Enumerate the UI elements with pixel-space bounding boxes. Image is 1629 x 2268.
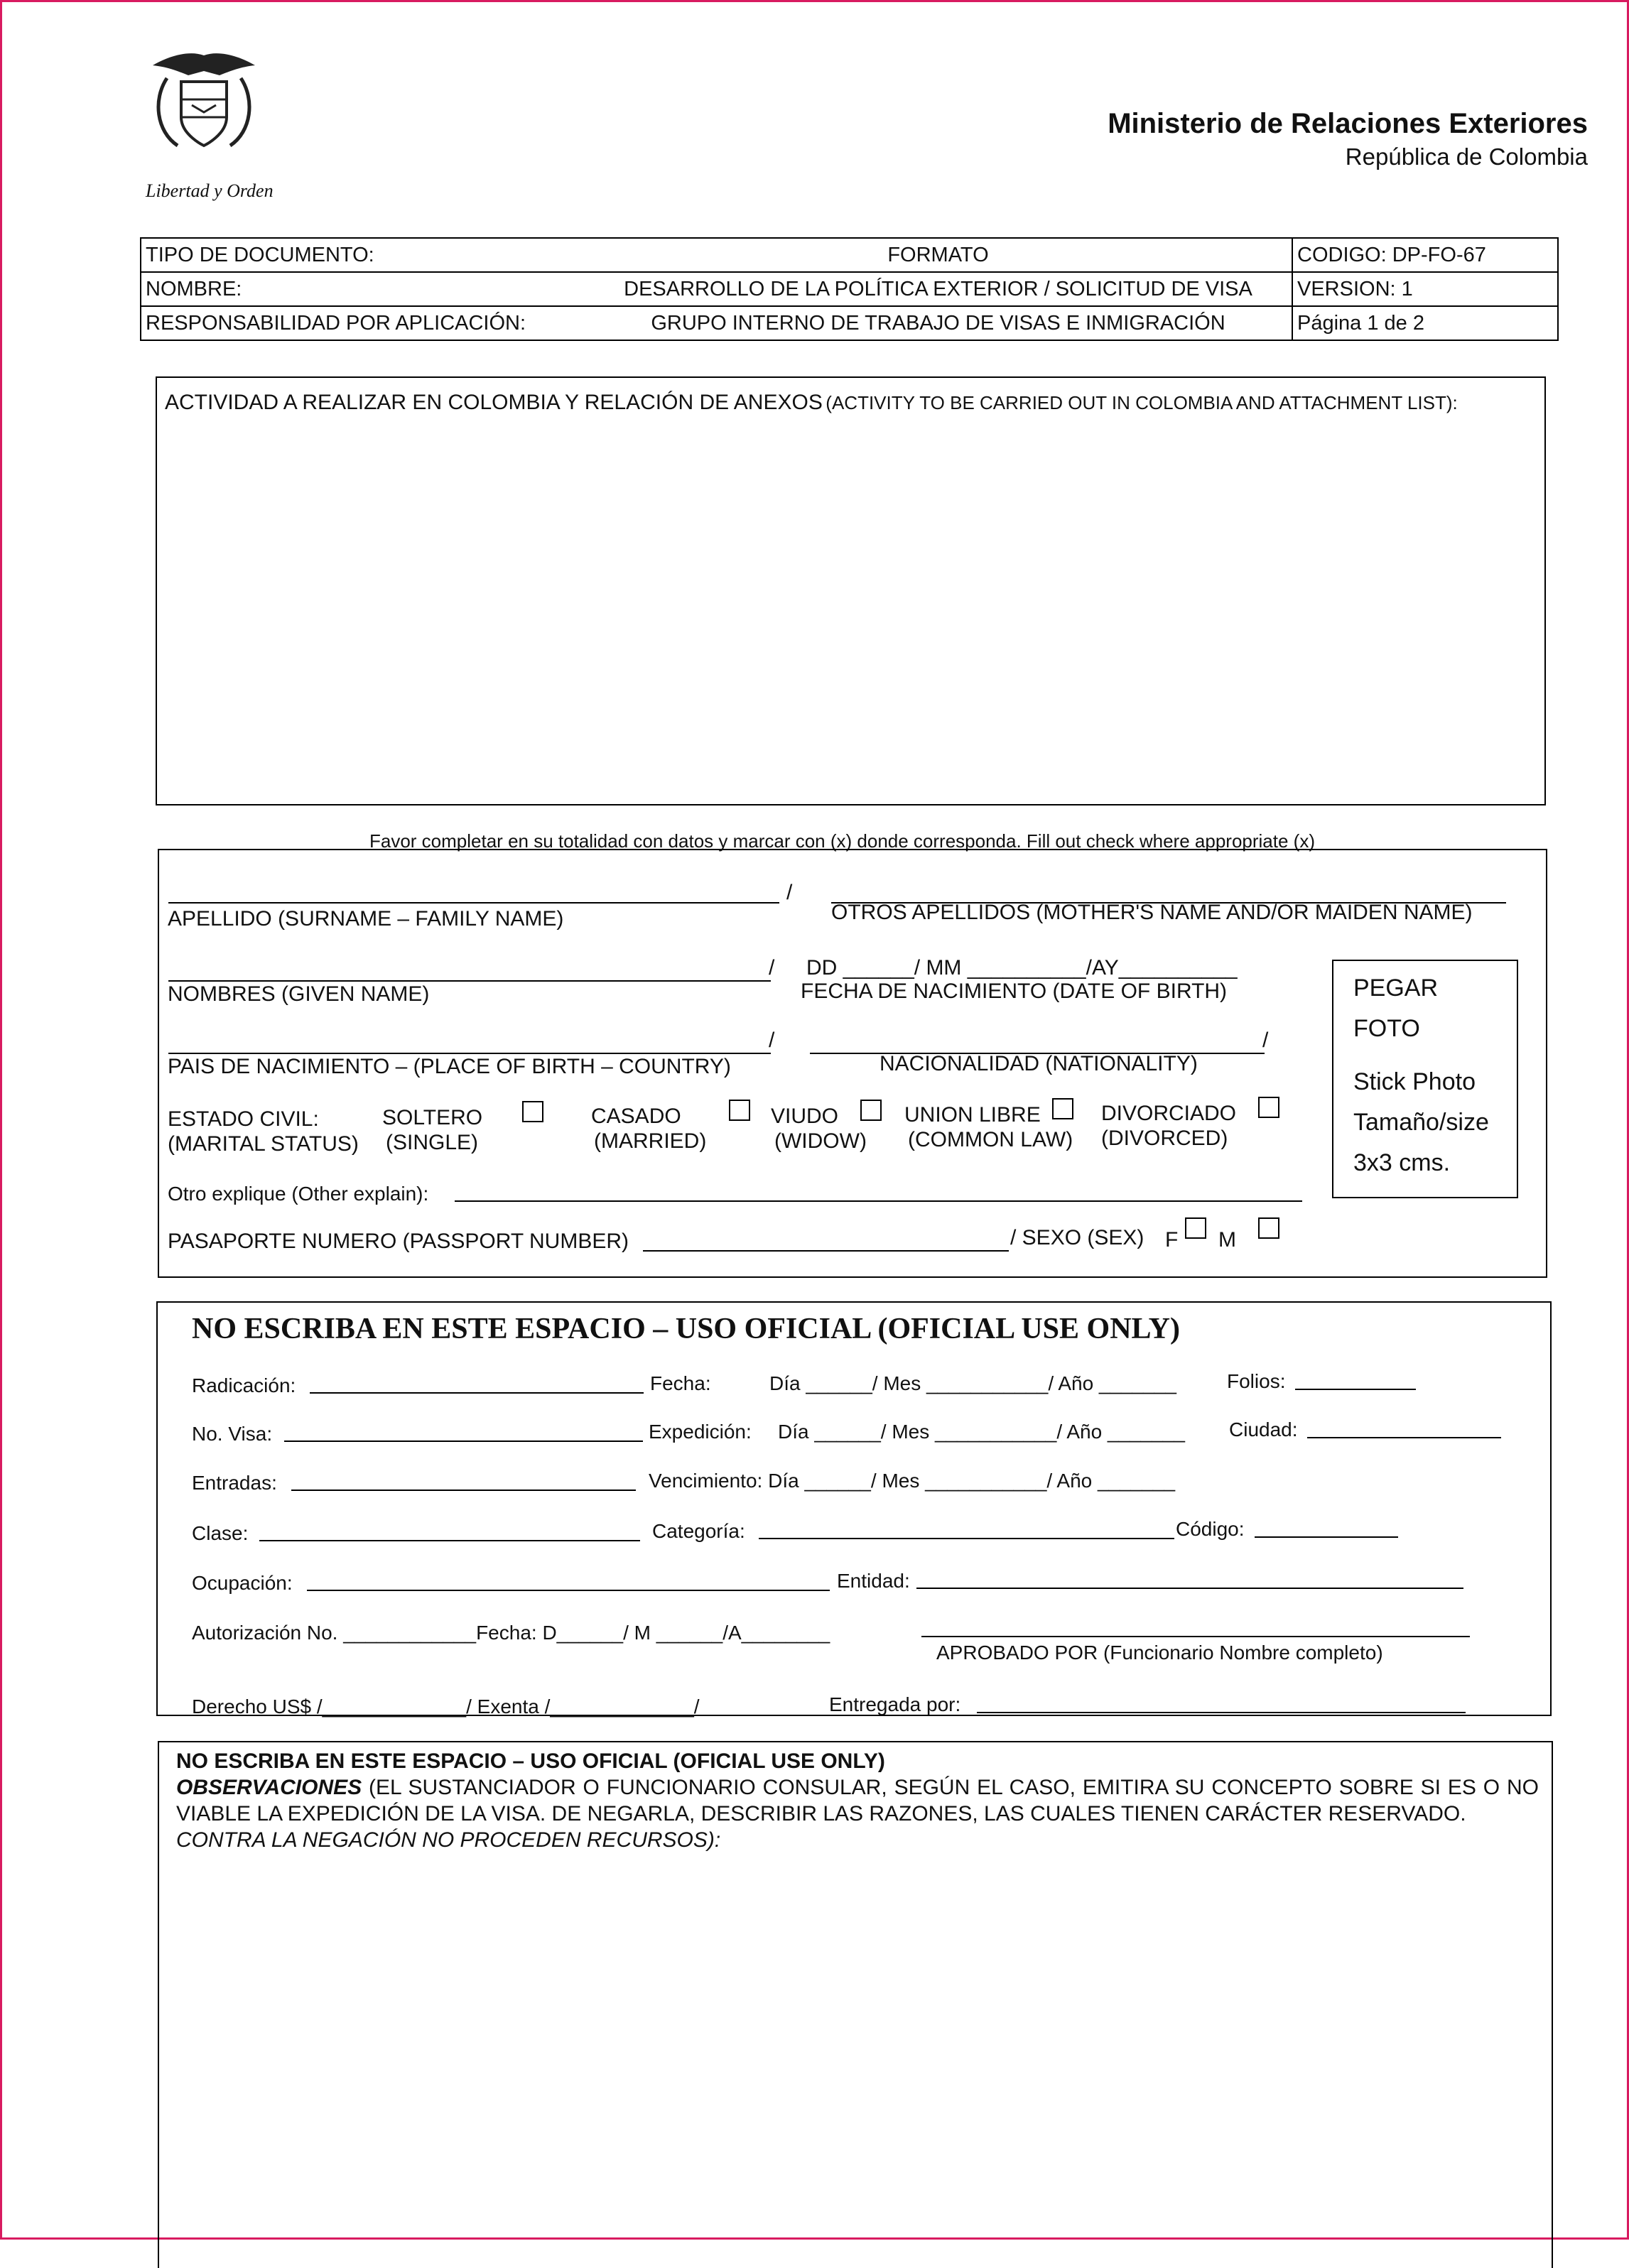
surname-label: APELLIDO (SURNAME – FAMILY NAME) [168,907,564,930]
widow-label-en: (WIDOW) [774,1129,867,1153]
civil-status-label-en: (MARITAL STATUS) [168,1132,359,1156]
doc-name-label: NOMBRE: [141,272,585,306]
common-law-checkbox[interactable] [1052,1098,1073,1119]
field-separator: / [769,956,775,980]
surname-field[interactable] [168,881,779,904]
table-row [141,238,1558,272]
single-label: SOLTERO [382,1106,483,1129]
sex-f-label: F [1165,1228,1179,1252]
doc-responsibility-value: GRUPO INTERNO DE TRABAJO DE VISAS E INMIGRACIÓN [585,306,1292,340]
aprobado-label: APROBADO POR (Funcionario Nombre completo) [936,1642,1383,1664]
entradas-label: Entradas: [192,1472,277,1494]
entidad-field[interactable] [916,1566,1463,1589]
entradas-field[interactable] [291,1468,636,1491]
passport-field[interactable] [643,1229,1009,1252]
field-separator: / [1262,1029,1269,1052]
observations-title: NO ESCRIBA EN ESTE ESPACIO – USO OFICIAL (OFICIAL USE ONLY) [176,1749,885,1773]
sex-m-checkbox[interactable] [1258,1217,1279,1239]
other-explain-field[interactable] [455,1179,1302,1202]
dob-field[interactable]: DD ______/ MM __________/AY__________ [806,956,1238,980]
motto: Libertad y Orden [146,180,274,201]
aprobado-field[interactable] [921,1615,1470,1637]
field-separator: / [769,1029,775,1052]
field-separator: / [786,881,793,904]
republic-subtitle: República de Colombia [1345,143,1588,170]
single-checkbox[interactable] [522,1101,543,1122]
married-label-en: (MARRIED) [594,1129,707,1153]
given-name-label: NOMBRES (GIVEN NAME) [168,982,430,1006]
derecho-field[interactable]: Derecho US$ /_____________/ Exenta /_____________/ [192,1695,700,1718]
divorced-label-en: (DIVORCED) [1101,1127,1228,1150]
birth-country-label: PAIS DE NACIMIENTO – (PLACE OF BIRTH – COUNTRY) [168,1055,731,1078]
doc-page: Página 1 de 2 [1292,306,1558,340]
widow-label: VIUDO [771,1105,839,1128]
entregada-label: Entregada por: [829,1693,961,1715]
coat-of-arms-logo [139,50,270,156]
activity-heading [165,391,1458,415]
doc-type-label: TIPO DE DOCUMENTO: [141,238,585,272]
categoria-field[interactable] [759,1516,1174,1539]
observations-text [176,1748,1539,1853]
expedicion-field[interactable]: Día ______/ Mes ___________/ Año _______ [778,1421,1185,1443]
sex-m-label: M [1218,1228,1236,1252]
observations-note: CONTRA LA NEGACIÓN NO PROCEDEN RECURSOS): [176,1828,721,1852]
sex-label: / SEXO (SEX) [1010,1226,1144,1249]
divorced-checkbox[interactable] [1258,1097,1279,1118]
photo-dimensions-label: 3x3 cms. [1353,1149,1451,1176]
common-law-label-en: (COMMON LAW) [908,1128,1073,1151]
ocupacion-label: Ocupación: [192,1572,293,1594]
table-row [141,272,1558,306]
doc-version: VERSION: 1 [1292,272,1558,306]
visa-label: No. Visa: [192,1423,273,1445]
radicacion-label: Radicación: [192,1374,296,1396]
doc-name-value: DESARROLLO DE LA POLÍTICA EXTERIOR / SOLICITUD DE VISA [585,272,1292,306]
observations-label: OBSERVACIONES [176,1776,362,1799]
observations-description: (EL SUSTANCIADOR O FUNCIONARIO CONSULAR, SEGÚN EL CASO, EMITIRA SU CONCEPTO SOBRE SI ES O NO VIABLE LA EXPEDICIÓN DE LA VISA. DE NEGARLA, DESCRIBIR LAS RAZONES, LAS CUALES TIENEN CARÁCTER RESERVADO. [176,1776,1539,1825]
doc-code: CODIGO: DP-FO-67 [1292,238,1558,272]
fecha-label: Fecha: [650,1372,711,1394]
document-info-table [140,237,1559,341]
folios-field[interactable] [1295,1367,1416,1390]
birth-country-field[interactable] [168,1031,771,1054]
clase-label: Clase: [192,1522,249,1544]
doc-responsibility-label: RESPONSABILIDAD POR APLICACIÓN: [141,306,585,340]
sex-f-checkbox[interactable] [1185,1217,1206,1239]
autorizacion-field[interactable]: Autorización No. ____________Fecha: D______/ M ______/A________ [192,1622,830,1644]
entregada-field[interactable] [977,1691,1466,1713]
other-explain-label: Otro explique (Other explain): [168,1183,429,1205]
widow-checkbox[interactable] [860,1100,882,1121]
clase-field[interactable] [259,1519,640,1541]
other-surnames-label: OTROS APELLIDOS (MOTHER'S NAME AND/OR MAIDEN NAME) [831,901,1473,924]
married-checkbox[interactable] [729,1100,750,1121]
activity-title: ACTIVIDAD A REALIZAR EN COLOMBIA Y RELACIÓN DE ANEXOS [165,391,823,414]
divorced-label: DIVORCIADO [1101,1102,1237,1125]
ministry-title: Ministerio de Relaciones Exteriores [1108,108,1588,139]
activity-box[interactable] [156,376,1546,805]
instructions-text: Favor completar en su totalidad con datos y marcar con (x) donde corresponda. Fill out check where appropriate (x) [369,830,1315,852]
codigo-field[interactable] [1255,1515,1398,1538]
radicacion-field[interactable] [310,1371,644,1394]
ocupacion-field[interactable] [307,1568,830,1591]
fecha-field[interactable]: Día ______/ Mes ___________/ Año _______ [769,1372,1176,1394]
entidad-label: Entidad: [837,1570,910,1592]
photo-size-label: Tamaño/size [1353,1109,1489,1136]
photo-label: FOTO [1353,1015,1420,1042]
photo-placeholder[interactable] [1332,960,1518,1198]
official-use-title: NO ESCRIBA EN ESTE ESPACIO – USO OFICIAL (OFICIAL USE ONLY) [192,1313,1181,1345]
doc-type-value: FORMATO [585,238,1292,272]
photo-paste-label: PEGAR [1353,975,1439,1002]
common-law-label: UNION LIBRE [904,1103,1041,1127]
nationality-field[interactable] [810,1031,1265,1054]
nationality-label: NACIONALIDAD (NATIONALITY) [880,1052,1198,1075]
categoria-label: Categoría: [652,1520,745,1542]
civil-status-label: ESTADO CIVIL: [168,1107,319,1131]
activity-subtitle: (ACTIVITY TO BE CARRIED OUT IN COLOMBIA AND ATTACHMENT LIST): [826,392,1458,413]
ciudad-field[interactable] [1307,1416,1501,1438]
codigo-label: Código: [1176,1518,1245,1540]
stick-photo-label: Stick Photo [1353,1068,1476,1095]
given-name-field[interactable] [168,959,771,982]
expedicion-label: Expedición: [649,1421,752,1443]
married-label: CASADO [591,1105,681,1128]
visa-field[interactable] [284,1419,643,1442]
table-row [141,306,1558,340]
ciudad-label: Ciudad: [1229,1418,1298,1440]
passport-label: PASAPORTE NUMERO (PASSPORT NUMBER) [168,1230,629,1253]
dob-label: FECHA DE NACIMIENTO (DATE OF BIRTH) [801,980,1228,1003]
vencimiento-field[interactable]: Vencimiento: Día ______/ Mes ___________/ Año _______ [649,1470,1176,1492]
folios-label: Folios: [1227,1370,1286,1392]
single-label-en: (SINGLE) [386,1131,479,1154]
